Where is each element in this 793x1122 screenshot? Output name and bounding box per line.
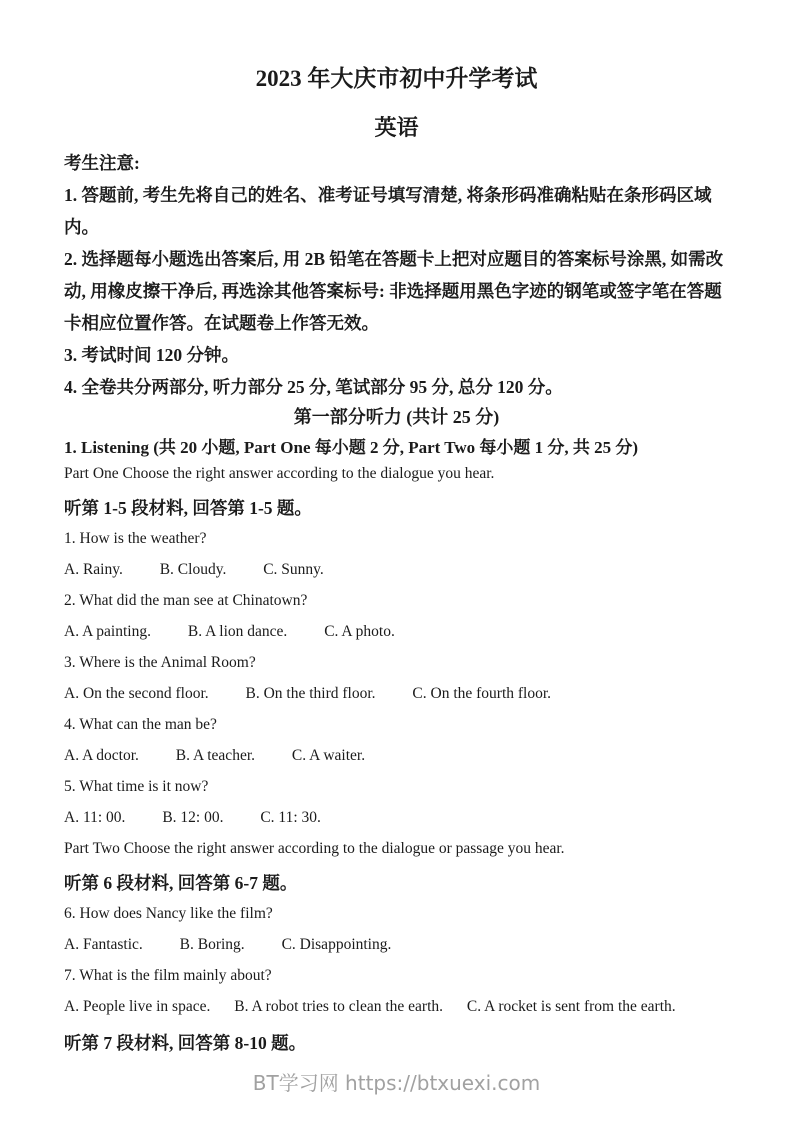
question-1-option-a: A. Rainy.	[64, 561, 123, 578]
question-3-option-b: B. On the third floor.	[245, 685, 376, 702]
notice-header: 考生注意:	[64, 153, 140, 173]
question-5-options	[64, 807, 729, 828]
section-heading-listening: 第一部分听力 (共计 25 分)	[293, 407, 500, 427]
question-6-option-c: C. Disappointing.	[281, 936, 392, 953]
material-heading-8-10: 听第 7 段材料, 回答第 8-10 题。	[64, 1033, 307, 1053]
question-2-options	[64, 621, 729, 642]
question-1-option-c: C. Sunny.	[263, 561, 324, 578]
question-5-option-a: A. 11: 00.	[64, 809, 126, 826]
question-3-option-c: C. On the fourth floor.	[412, 685, 552, 702]
question-7-option-b: B. A robot tries to clean the earth.	[234, 998, 443, 1015]
question-3-option-a: A. On the second floor.	[64, 685, 209, 702]
question-4-text: 4. What can the man be?	[64, 716, 217, 733]
question-4-option-a: A. A doctor.	[64, 747, 139, 764]
question-1-options	[64, 559, 729, 580]
question-6-option-a: A. Fantastic.	[64, 936, 143, 953]
question-3-options	[64, 683, 729, 704]
notice-item-1: 1. 答题前, 考生先将自己的姓名、准考证号填写清楚, 将条形码准确粘贴在条形码区域内。	[64, 185, 712, 237]
part-one-intro: Part One Choose the right answer according to the dialogue you hear.	[64, 465, 495, 482]
question-2-option-b: B. A lion dance.	[187, 623, 288, 640]
question-2-text: 2. What did the man see at Chinatown?	[64, 592, 308, 609]
question-5-option-c: C. 11: 30.	[260, 809, 321, 826]
question-1-option-b: B. Cloudy.	[159, 561, 227, 578]
exam-title: 2023 年大庆市初中升学考试	[255, 66, 538, 91]
notice-item-3: 3. 考试时间 120 分钟。	[64, 345, 239, 365]
question-5-option-b: B. 12: 00.	[162, 809, 224, 826]
notice-item-2: 2. 选择题每小题选出答案后, 用 2B 铅笔在答题卡上把对应题目的答案标号涂黑, 如需改动, 用橡皮擦干净后, 再选涂其他答案标号: 非选择题用黑色字迹的钢笔或签字笔在答题卡相应位置作答。在试题卷上作答无效。	[64, 249, 724, 333]
question-6-options	[64, 934, 729, 955]
part-two-intro: Part Two Choose the right answer according to the dialogue or passage you hear.	[64, 840, 565, 857]
question-5-text: 5. What time is it now?	[64, 778, 209, 795]
question-6-option-b: B. Boring.	[179, 936, 245, 953]
question-3-text: 3. Where is the Animal Room?	[64, 654, 256, 671]
question-7-option-c: C. A rocket is sent from the earth.	[466, 998, 676, 1015]
question-1-text: 1. How is the weather?	[64, 530, 207, 547]
question-4-option-b: B. A teacher.	[175, 747, 255, 764]
listening-heading: 1. Listening (共 20 小题, Part One 每小题 2 分, Part Two 每小题 1 分, 共 25 分)	[64, 438, 639, 457]
question-4-options	[64, 745, 729, 766]
question-6-text: 6. How does Nancy like the film?	[64, 905, 273, 922]
question-7-option-a: A. People live in space.	[64, 998, 211, 1015]
question-2-option-a: A. A painting.	[64, 623, 151, 640]
notice-item-4: 4. 全卷共分两部分, 听力部分 25 分, 笔试部分 95 分, 总分 120 分。	[64, 377, 563, 397]
material-heading-6-7: 听第 6 段材料, 回答第 6-7 题。	[64, 873, 298, 893]
watermark-text: BT学习网 https://btxuexi.com	[252, 1071, 541, 1095]
question-7-text: 7. What is the film mainly about?	[64, 967, 272, 984]
material-heading-1-5: 听第 1-5 段材料, 回答第 1-5 题。	[64, 498, 312, 518]
question-4-option-c: C. A waiter.	[291, 747, 366, 764]
question-2-option-c: C. A photo.	[324, 623, 395, 640]
exam-subject-title: 英语	[374, 115, 419, 140]
question-7-options	[64, 996, 729, 1017]
